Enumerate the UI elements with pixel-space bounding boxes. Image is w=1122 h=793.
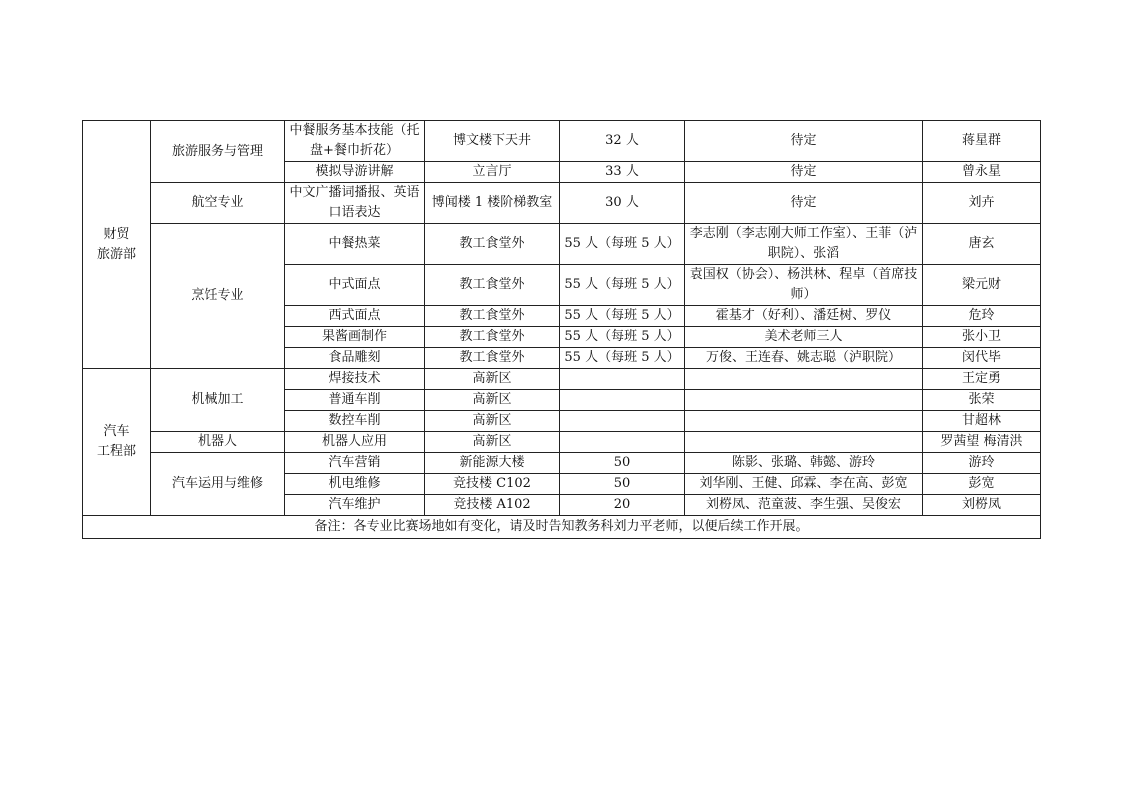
event-item-cell: 食品雕刻	[285, 348, 425, 369]
schedule-sheet	[82, 120, 1040, 539]
venue-cell: 高新区	[425, 390, 560, 411]
schedule-body	[83, 121, 1041, 539]
event-item-cell: 中餐服务基本技能（托盘+餐巾折花）	[285, 121, 425, 162]
venue-cell: 教工食堂外	[425, 224, 560, 265]
table-row	[83, 224, 1041, 265]
event-item-cell: 汽车营销	[285, 453, 425, 474]
note-row	[83, 516, 1041, 539]
event-item-cell: 数控车削	[285, 411, 425, 432]
venue-cell: 竞技楼 C102	[425, 474, 560, 495]
contact-person-cell: 刘卉	[923, 183, 1041, 224]
participant-count-cell: 33 人	[560, 162, 685, 183]
venue-cell: 博文楼下天井	[425, 121, 560, 162]
table-row	[83, 183, 1041, 224]
contact-person-cell: 刘梤凤	[923, 495, 1041, 516]
venue-cell: 高新区	[425, 411, 560, 432]
venue-cell: 教工食堂外	[425, 327, 560, 348]
major-cell: 汽车运用与维修	[151, 453, 285, 516]
contact-person-cell: 罗茜望 梅清洪	[923, 432, 1041, 453]
participant-count-cell	[560, 411, 685, 432]
note-text: 备注：各专业比赛场地如有变化，请及时告知教务科刘力平老师，以便后续工作开展。	[83, 516, 1041, 539]
event-item-cell: 机器人应用	[285, 432, 425, 453]
referee-cell: 陈影、张璐、韩懿、游玲	[685, 453, 923, 474]
contact-person-cell: 张荣	[923, 390, 1041, 411]
event-item-cell: 中文广播词播报、英语口语表达	[285, 183, 425, 224]
contact-person-cell: 曾永星	[923, 162, 1041, 183]
participant-count-cell	[560, 369, 685, 390]
competition-schedule-table	[82, 120, 1041, 539]
referee-cell: 霍基才（好利）、潘廷树、罗仪	[685, 306, 923, 327]
contact-person-cell: 蒋星群	[923, 121, 1041, 162]
contact-person-cell: 游玲	[923, 453, 1041, 474]
venue-cell: 高新区	[425, 432, 560, 453]
venue-cell: 教工食堂外	[425, 348, 560, 369]
department-cell: 财贸 旅游部	[83, 121, 151, 369]
contact-person-cell: 唐玄	[923, 224, 1041, 265]
participant-count-cell: 20	[560, 495, 685, 516]
participant-count-cell: 55 人（每班 5 人）	[560, 327, 685, 348]
referee-cell	[685, 390, 923, 411]
event-item-cell: 机电维修	[285, 474, 425, 495]
venue-cell: 新能源大楼	[425, 453, 560, 474]
event-item-cell: 果酱画制作	[285, 327, 425, 348]
referee-cell: 美术老师三人	[685, 327, 923, 348]
major-cell: 机械加工	[151, 369, 285, 432]
venue-cell: 竞技楼 A102	[425, 495, 560, 516]
referee-cell: 刘华刚、王健、邱霖、李在高、彭宽	[685, 474, 923, 495]
venue-cell: 博闻楼 1 楼阶梯教室	[425, 183, 560, 224]
referee-cell	[685, 432, 923, 453]
major-cell: 航空专业	[151, 183, 285, 224]
referee-cell: 袁国权（协会）、杨洪林、程卓（首席技师）	[685, 265, 923, 306]
table-row	[83, 432, 1041, 453]
referee-cell: 李志刚（李志刚大师工作室）、王菲（泸职院）、张滔	[685, 224, 923, 265]
major-cell: 机器人	[151, 432, 285, 453]
participant-count-cell: 55 人（每班 5 人）	[560, 306, 685, 327]
event-item-cell: 中式面点	[285, 265, 425, 306]
table-row	[83, 121, 1041, 162]
participant-count-cell: 50	[560, 453, 685, 474]
venue-cell: 立言厅	[425, 162, 560, 183]
contact-person-cell: 甘超林	[923, 411, 1041, 432]
table-row	[83, 369, 1041, 390]
referee-cell: 待定	[685, 121, 923, 162]
event-item-cell: 焊接技术	[285, 369, 425, 390]
participant-count-cell: 30 人	[560, 183, 685, 224]
major-cell: 旅游服务与管理	[151, 121, 285, 183]
referee-cell	[685, 369, 923, 390]
venue-cell: 教工食堂外	[425, 265, 560, 306]
contact-person-cell: 闵代毕	[923, 348, 1041, 369]
contact-person-cell: 王定勇	[923, 369, 1041, 390]
venue-cell: 高新区	[425, 369, 560, 390]
event-item-cell: 模拟导游讲解	[285, 162, 425, 183]
participant-count-cell: 55 人（每班 5 人）	[560, 265, 685, 306]
event-item-cell: 汽车维护	[285, 495, 425, 516]
participant-count-cell: 50	[560, 474, 685, 495]
department-cell: 汽车 工程部	[83, 369, 151, 516]
referee-cell: 万俊、王连春、姚志聪（泸职院）	[685, 348, 923, 369]
event-item-cell: 普通车削	[285, 390, 425, 411]
participant-count-cell: 55 人（每班 5 人）	[560, 224, 685, 265]
contact-person-cell: 梁元财	[923, 265, 1041, 306]
table-row	[83, 453, 1041, 474]
referee-cell	[685, 411, 923, 432]
venue-cell: 教工食堂外	[425, 306, 560, 327]
participant-count-cell	[560, 432, 685, 453]
participant-count-cell: 55 人（每班 5 人）	[560, 348, 685, 369]
major-cell: 烹饪专业	[151, 224, 285, 369]
event-item-cell: 中餐热菜	[285, 224, 425, 265]
referee-cell: 待定	[685, 183, 923, 224]
referee-cell: 刘梤凤、范童菠、李生强、吴俊宏	[685, 495, 923, 516]
participant-count-cell	[560, 390, 685, 411]
participant-count-cell: 32 人	[560, 121, 685, 162]
contact-person-cell: 彭宽	[923, 474, 1041, 495]
referee-cell: 待定	[685, 162, 923, 183]
contact-person-cell: 张小卫	[923, 327, 1041, 348]
contact-person-cell: 危玲	[923, 306, 1041, 327]
event-item-cell: 西式面点	[285, 306, 425, 327]
